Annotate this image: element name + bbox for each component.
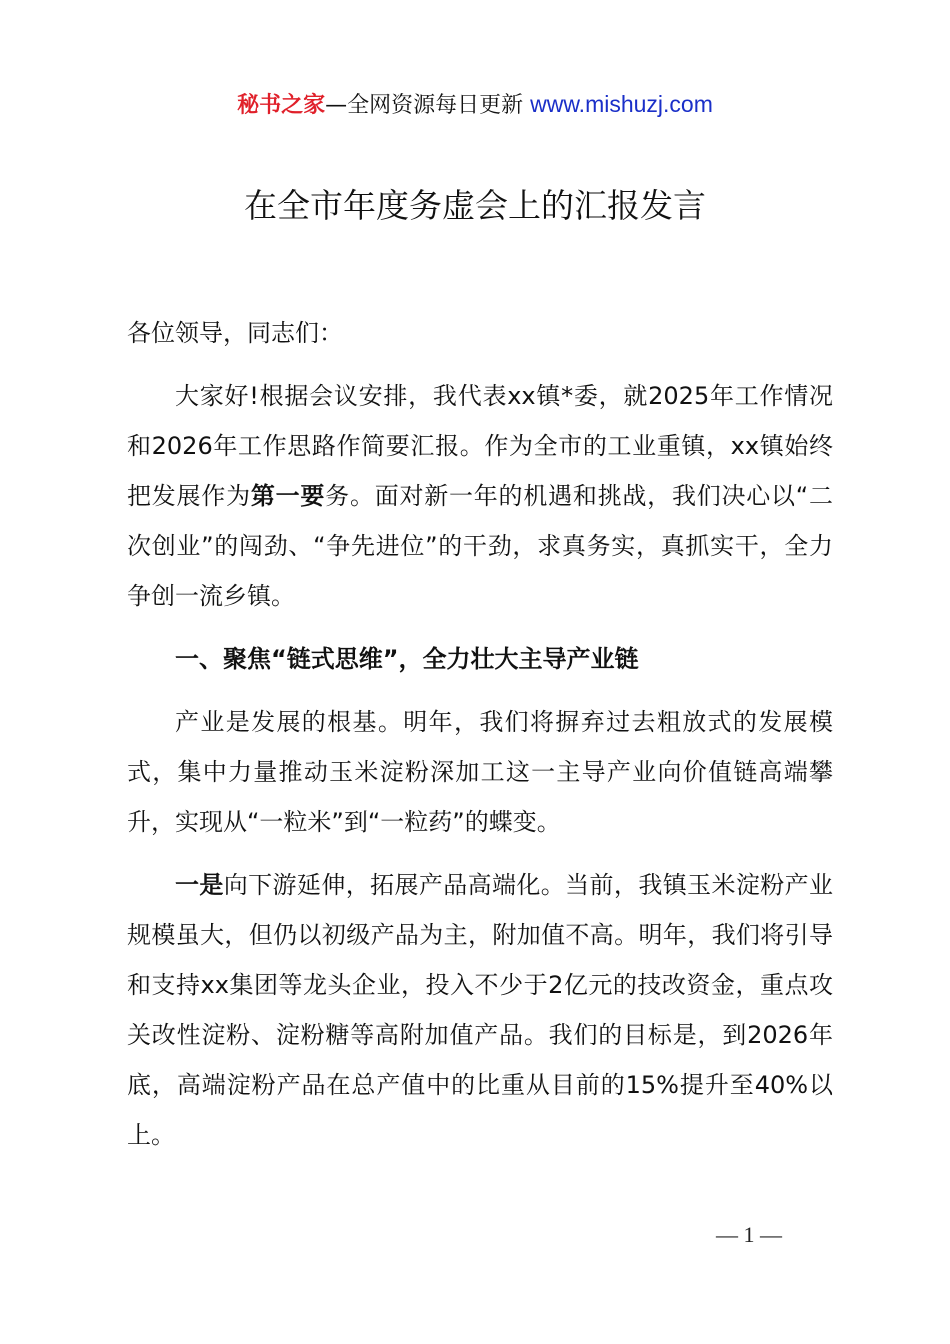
salutation: 各位领导，同志们：	[127, 319, 343, 347]
site-header	[0, 86, 950, 124]
section-body-paragraph: 产业是发展的根基。明年，我们将摒弃过去粗放式的发展模式，集中力量推动玉米淀粉深加工这一主导产业向价值链高端攀升，实现从“一粒米”到“一粒药”的蝶变。	[127, 708, 833, 836]
point-one-paragraph	[127, 860, 833, 1160]
point-one-text: 向下游延伸，拓展产品高端化。当前，我镇玉米淀粉产业规模虽大，但仍以初级产品为主，附加值不高。明年，我们将引导和支持xx集团等龙头企业，投入不少于2亿元的技改资金，重点攻关改性淀粉、淀粉糖等高附加值产品。我们的目标是，到2026年底，高端淀粉产品在总产值中的比重从目前的15%提升至40%以上。	[127, 871, 834, 1149]
point-one-label: 一是	[175, 871, 224, 899]
intro-paragraph	[127, 371, 833, 621]
website-link[interactable]: www.mishuzj.com	[530, 91, 713, 117]
intro-bold-text: 第一要	[250, 482, 326, 510]
header-tagline: —全网资源每日更新	[325, 93, 524, 118]
brand-name: 秘书之家	[237, 93, 326, 118]
page-number: — 1 —	[716, 1222, 782, 1247]
document-body	[127, 308, 833, 1173]
intro-text-b: 务。面对新一年的机遇和挑战，我们决心以“二次创业”的闯劲、“争先进位”的干劲，求真务实，真抓实干，全力争创一流乡镇。	[127, 482, 834, 610]
intro-text-a: 大家好!根据会议安排，我代表xx镇*委，就2025年工作情况和2026年工作思路作简要汇报。作为全市的工业重镇，xx镇始终把发展作为	[127, 382, 833, 510]
section-heading: 一、聚焦“链式思维”，全力壮大主导产业链	[175, 645, 639, 673]
document-title: 在全市年度务虚会上的汇报发言	[244, 186, 706, 225]
